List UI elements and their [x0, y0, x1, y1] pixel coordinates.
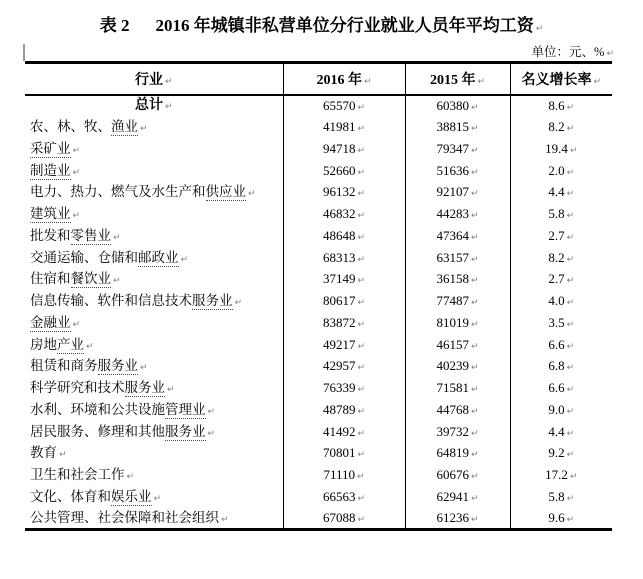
paragraph-mark-icon: ↵	[357, 124, 366, 135]
paragraph-mark-icon: ↵	[566, 450, 575, 461]
paragraph-mark-icon: ↵	[470, 493, 479, 504]
paragraph-mark-icon: ↵	[566, 385, 575, 396]
paragraph-mark-icon: ↵	[569, 145, 578, 156]
wage-2015-cell: 40239 ↵	[405, 356, 510, 378]
proofing-underline: 管理业	[165, 401, 206, 417]
table-row	[25, 464, 612, 486]
paragraph-mark-icon: ↵	[470, 145, 479, 156]
growth-cell: 5.8 ↵	[510, 203, 612, 225]
table-row	[25, 421, 612, 443]
industry-cell: 租赁和商务服务业 ↵	[30, 358, 148, 374]
wage-2015-cell: 60676 ↵	[405, 464, 510, 486]
paragraph-mark-icon: ↵	[234, 298, 243, 309]
paragraph-mark-icon: ↵	[606, 49, 614, 59]
wage-2016-cell: 46832 ↵	[283, 203, 405, 225]
paragraph-mark-icon: ↵	[470, 385, 479, 396]
industry-cell	[25, 160, 283, 182]
wage-2015-cell: 64819 ↵	[405, 443, 510, 465]
wage-2015-cell: 38815 ↵	[405, 116, 510, 138]
paragraph-mark-icon: ↵	[470, 124, 479, 135]
growth-cell: 5.8 ↵	[510, 486, 612, 508]
wage-2016-cell: 48789 ↵	[283, 399, 405, 421]
industry-cell: 卫生和社会工作 ↵	[30, 467, 135, 483]
industry-cell: 房地产业 ↵	[30, 336, 94, 352]
wage-2015-cell: 71581 ↵	[405, 377, 510, 399]
table-row	[25, 443, 612, 465]
wage-2016-cell: 37149 ↵	[283, 269, 405, 291]
paragraph-mark-icon: ↵	[566, 493, 575, 504]
table-label: 表 2	[99, 16, 130, 35]
growth-cell: 8.6 ↵	[510, 95, 612, 117]
paragraph-mark-icon: ↵	[470, 211, 479, 222]
unit-note	[25, 42, 614, 60]
industry-cell: 住宿和餐饮业 ↵	[30, 271, 121, 287]
paragraph-mark-icon: ↵	[72, 211, 81, 222]
growth-cell: 4.4 ↵	[510, 182, 612, 204]
paragraph-mark-icon: ↵	[566, 102, 575, 113]
table-row	[25, 182, 612, 204]
paragraph-mark-icon: ↵	[470, 363, 479, 374]
growth-cell: 19.4 ↵	[510, 138, 612, 160]
wage-2016-cell: 83872 ↵	[283, 312, 405, 334]
paragraph-mark-icon: ↵	[248, 189, 256, 200]
unit-note-text: 单位：元、%	[531, 45, 605, 59]
growth-cell: 6.8 ↵	[510, 356, 612, 378]
paragraph-mark-icon: ↵	[167, 385, 175, 396]
wage-2015-cell: 44283 ↵	[405, 203, 510, 225]
growth-cell: 2.7 ↵	[510, 225, 612, 247]
table-row	[25, 160, 612, 182]
wage-2015-cell: 44768 ↵	[405, 399, 510, 421]
wage-2015-cell: 92107 ↵	[405, 182, 510, 204]
growth-cell: 9.0 ↵	[510, 399, 612, 421]
paragraph-mark-icon: ↵	[470, 167, 479, 178]
paragraph-mark-icon: ↵	[593, 76, 602, 87]
table-row	[25, 225, 612, 247]
table-row	[25, 290, 612, 312]
growth-cell: 6.6 ↵	[510, 377, 612, 399]
wage-2015-cell: 63157 ↵	[405, 247, 510, 269]
wage-2015-cell: 46157 ↵	[405, 334, 510, 356]
proofing-underline: 金融业	[30, 314, 71, 330]
growth-cell: 9.2 ↵	[510, 443, 612, 465]
industry-cell: 教育 ↵	[30, 445, 67, 461]
wage-2015-cell: 77487 ↵	[405, 290, 510, 312]
paragraph-mark-icon: ↵	[180, 254, 189, 265]
paragraph-mark-icon: ↵	[357, 167, 366, 178]
wage-2015-cell: 51636 ↵	[405, 160, 510, 182]
paragraph-mark-icon: ↵	[470, 232, 479, 243]
industry-cell: 信息传输、软件和信息技术服务业 ↵	[30, 293, 243, 309]
paragraph-mark-icon: ↵	[72, 167, 81, 178]
paragraph-mark-icon: ↵	[357, 102, 366, 113]
industry-cell: 农、林、牧、渔业 ↵	[30, 119, 148, 135]
table-row	[25, 138, 612, 160]
paragraph-mark-icon: ↵	[470, 514, 479, 525]
proofing-underline: 服务业	[97, 358, 138, 374]
wage-2016-cell: 49217 ↵	[283, 334, 405, 356]
table-row	[25, 116, 612, 138]
table-row	[25, 247, 612, 269]
paragraph-mark-icon: ↵	[357, 232, 366, 243]
title-text: 2016 年城镇非私营单位分行业就业人员年平均工资	[155, 16, 534, 35]
paragraph-mark-icon: ↵	[566, 211, 575, 222]
paragraph-mark-icon: ↵	[140, 124, 148, 135]
proofing-underline: 建筑业	[30, 206, 71, 222]
paragraph-mark-icon: ↵	[470, 298, 479, 309]
table-row	[25, 486, 612, 508]
paragraph-mark-icon: ↵	[126, 472, 135, 483]
paragraph-mark-icon: ↵	[566, 363, 575, 374]
column-header-2015: 2015 年 ↵	[405, 63, 510, 95]
proofing-underline: 餐饮业	[70, 271, 111, 287]
industry-cell: 文化、体育和娱乐业 ↵	[30, 488, 162, 504]
growth-cell: 2.0 ↵	[510, 160, 612, 182]
growth-cell: 4.0 ↵	[510, 290, 612, 312]
column-header-growth: 名义增长率 ↵	[510, 63, 612, 95]
proofing-underline: 零售业	[70, 227, 111, 243]
paragraph-mark-icon: ↵	[357, 363, 366, 374]
paragraph-mark-icon: ↵	[59, 450, 67, 461]
wage-2016-cell: 96132 ↵	[283, 182, 405, 204]
industry-cell: 水利、环境和公共设施管理业 ↵	[30, 401, 216, 417]
industry-cell: 交通运输、仓储和邮政业 ↵	[30, 249, 189, 265]
paragraph-mark-icon: ↵	[470, 341, 479, 352]
industry-cell	[25, 312, 283, 334]
paragraph-mark-icon: ↵	[566, 124, 575, 135]
paragraph-mark-icon: ↵	[72, 145, 81, 156]
wage-2016-cell: 68313 ↵	[283, 247, 405, 269]
paragraph-mark-icon: ↵	[470, 254, 479, 265]
table-row	[25, 269, 612, 291]
wage-2015-cell: 61236 ↵	[405, 508, 510, 530]
paragraph-mark-icon: ↵	[164, 101, 173, 112]
paragraph-mark-icon: ↵	[357, 298, 366, 309]
wage-2015-cell: 39732 ↵	[405, 421, 510, 443]
paragraph-mark-icon: ↵	[357, 493, 366, 504]
paragraph-mark-icon: ↵	[566, 167, 575, 178]
industry-cell	[25, 138, 283, 160]
table-title	[0, 11, 643, 36]
proofing-underline: 产业	[57, 336, 84, 352]
paragraph-mark-icon: ↵	[470, 276, 479, 287]
paragraph-mark-icon: ↵	[566, 276, 575, 287]
paragraph-mark-icon: ↵	[566, 232, 575, 243]
paragraph-mark-icon: ↵	[207, 406, 216, 417]
paragraph-mark-icon: ↵	[357, 406, 366, 417]
paragraph-mark-icon: ↵	[357, 211, 366, 222]
paragraph-mark-icon: ↵	[566, 514, 575, 525]
paragraph-mark-icon: ↵	[470, 319, 479, 330]
paragraph-mark-icon: ↵	[357, 254, 366, 265]
industry-cell: 批发和零售业 ↵	[30, 227, 121, 243]
paragraph-mark-icon: ↵	[477, 76, 486, 87]
wage-2015-cell: 60380 ↵	[405, 95, 510, 117]
growth-cell: 4.4 ↵	[510, 421, 612, 443]
industry-cell: 居民服务、修理和其他服务业 ↵	[30, 423, 216, 439]
wage-2015-cell: 79347 ↵	[405, 138, 510, 160]
wage-2016-cell: 65570 ↵	[283, 95, 405, 117]
industry-cell: 电力、热力、燃气及水生产和供应业 ↵	[30, 184, 256, 200]
wage-2016-cell: 67088 ↵	[283, 508, 405, 530]
paragraph-mark-icon: ↵	[357, 145, 366, 156]
paragraph-mark-icon: ↵	[140, 363, 148, 374]
industry-cell	[25, 203, 283, 225]
table-row	[25, 508, 612, 530]
proofing-underline: 服务业	[192, 293, 233, 309]
paragraph-mark-icon: ↵	[566, 341, 575, 352]
paragraph-mark-icon: ↵	[357, 276, 366, 287]
table-row	[25, 377, 612, 399]
table-row	[25, 95, 612, 117]
table-row	[25, 203, 612, 225]
paragraph-mark-icon: ↵	[470, 428, 479, 439]
paragraph-mark-icon: ↵	[566, 428, 575, 439]
growth-cell: 6.6 ↵	[510, 334, 612, 356]
table-row	[25, 312, 612, 334]
paragraph-mark-icon: ↵	[470, 472, 479, 483]
proofing-underline: 服务业	[124, 380, 165, 396]
proofing-underline: 制造业	[30, 162, 71, 178]
growth-cell: 8.2 ↵	[510, 116, 612, 138]
proofing-underline: 邮政业	[138, 249, 179, 265]
industry-cell: 总计 ↵	[134, 97, 173, 113]
paragraph-mark-icon: ↵	[357, 450, 366, 461]
wage-2016-cell: 70801 ↵	[283, 443, 405, 465]
paragraph-mark-icon: ↵	[566, 298, 575, 309]
proofing-underline: 渔业	[111, 119, 138, 135]
growth-cell: 17.2 ↵	[510, 464, 612, 486]
wage-2016-cell: 42957 ↵	[283, 356, 405, 378]
paragraph-mark-icon: ↵	[569, 472, 578, 483]
wage-2016-cell: 41981 ↵	[283, 116, 405, 138]
wage-2015-cell: 81019 ↵	[405, 312, 510, 334]
table-row	[25, 399, 612, 421]
growth-cell: 9.6 ↵	[510, 508, 612, 530]
paragraph-mark-icon: ↵	[566, 319, 575, 330]
paragraph-mark-icon: ↵	[113, 232, 121, 243]
paragraph-mark-icon: ↵	[566, 189, 575, 200]
wage-2016-cell: 52660 ↵	[283, 160, 405, 182]
paragraph-mark-icon: ↵	[566, 406, 575, 417]
paragraph-mark-icon: ↵	[86, 341, 94, 352]
wage-2016-cell: 71110 ↵	[283, 464, 405, 486]
table-row	[25, 334, 612, 356]
header-row	[25, 63, 612, 95]
wage-2015-cell: 62941 ↵	[405, 486, 510, 508]
proofing-underline: 供应业	[205, 184, 246, 200]
paragraph-mark-icon: ↵	[357, 341, 366, 352]
paragraph-mark-icon: ↵	[363, 76, 372, 87]
table-row	[25, 356, 612, 378]
paragraph-mark-icon: ↵	[357, 189, 366, 200]
paragraph-mark-icon: ↵	[153, 493, 162, 504]
paragraph-mark-icon: ↵	[566, 254, 575, 265]
wage-2015-cell: 36158 ↵	[405, 269, 510, 291]
wage-2016-cell: 94718 ↵	[283, 138, 405, 160]
column-header-industry: 行业 ↵	[25, 63, 283, 95]
wage-2015-cell: 47364 ↵	[405, 225, 510, 247]
wage-2016-cell: 76339 ↵	[283, 377, 405, 399]
paragraph-mark-icon: ↵	[357, 319, 366, 330]
paragraph-mark-icon: ↵	[357, 514, 366, 525]
paragraph-mark-icon: ↵	[207, 428, 216, 439]
paragraph-mark-icon: ↵	[164, 76, 173, 87]
proofing-underline: 服务业	[165, 423, 206, 439]
paragraph-mark-icon: ↵	[470, 406, 479, 417]
paragraph-mark-icon: ↵	[357, 385, 366, 396]
industry-cell: 科学研究和技术服务业 ↵	[30, 380, 175, 396]
paragraph-mark-icon: ↵	[470, 189, 479, 200]
paragraph-mark-icon: ↵	[470, 450, 479, 461]
wage-table	[25, 61, 612, 531]
column-header-2016: 2016 年 ↵	[283, 63, 405, 95]
paragraph-mark-icon: ↵	[470, 102, 479, 113]
wage-2016-cell: 41492 ↵	[283, 421, 405, 443]
wage-2016-cell: 66563 ↵	[283, 486, 405, 508]
wage-2016-cell: 80617 ↵	[283, 290, 405, 312]
growth-cell: 3.5 ↵	[510, 312, 612, 334]
wage-2016-cell: 48648 ↵	[283, 225, 405, 247]
paragraph-mark-icon: ↵	[113, 276, 121, 287]
proofing-underline: 娱乐业	[111, 488, 152, 504]
growth-cell: 8.2 ↵	[510, 247, 612, 269]
growth-cell: 2.7 ↵	[510, 269, 612, 291]
paragraph-mark-icon: ↵	[357, 472, 365, 483]
paragraph-mark-icon: ↵	[357, 428, 366, 439]
industry-cell: 公共管理、社会保障和社会组织 ↵	[30, 509, 229, 525]
proofing-underline: 采矿业	[30, 140, 71, 156]
paragraph-mark-icon: ↵	[535, 24, 544, 34]
table-left-boundary-tick	[23, 44, 25, 61]
paragraph-mark-icon: ↵	[221, 514, 229, 525]
paragraph-mark-icon: ↵	[72, 319, 81, 330]
